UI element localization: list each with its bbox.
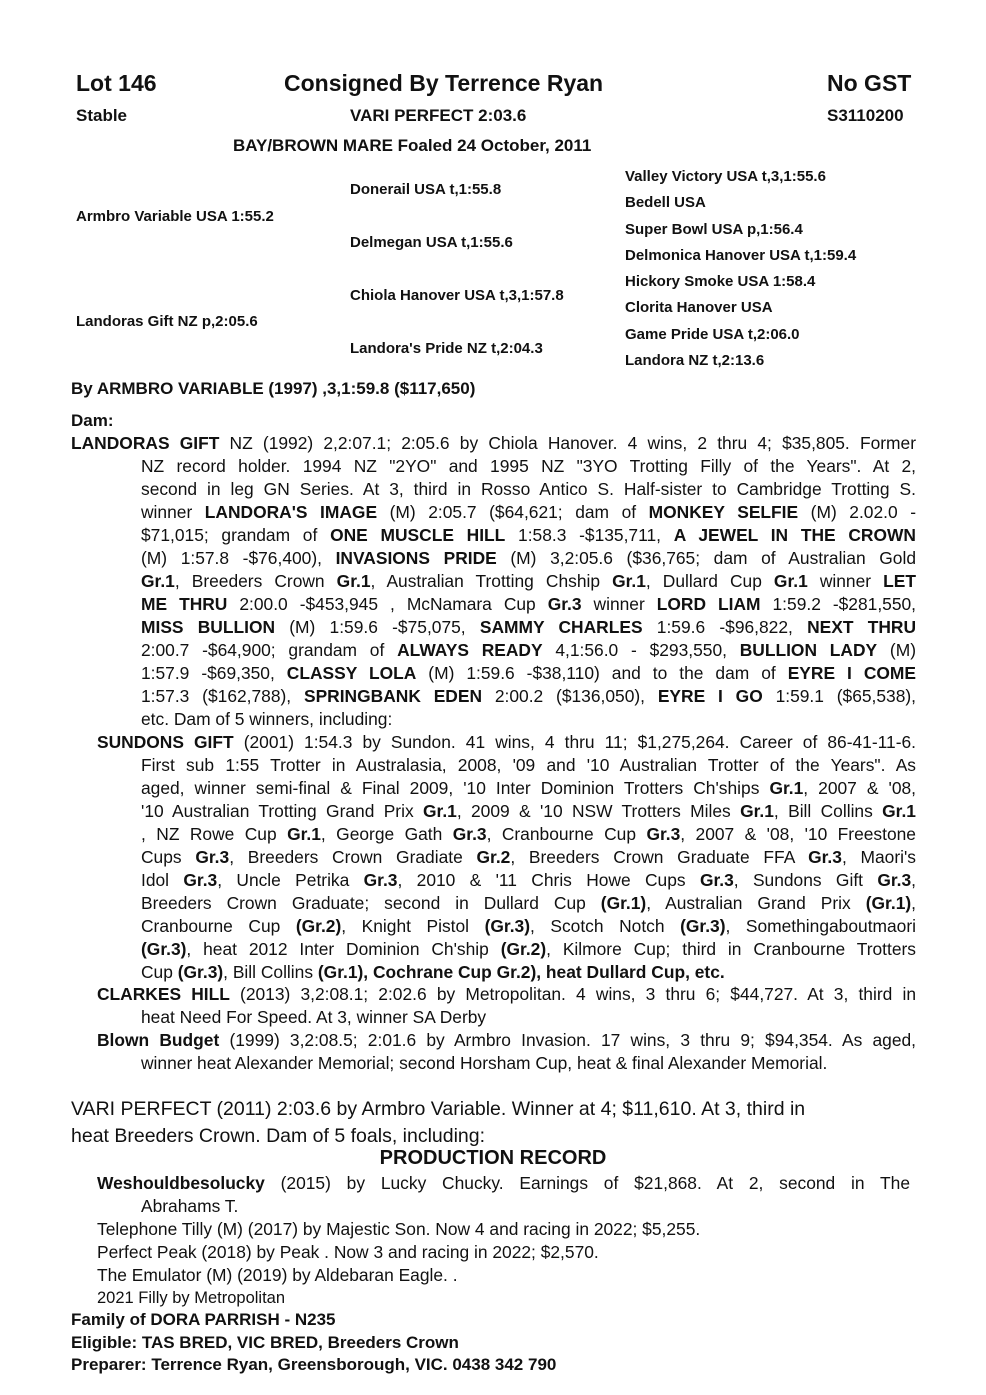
eligibility-line: Eligible: TAS BRED, VIC BRED, Breeders Crown: [71, 1333, 459, 1352]
pedigree-sire-dam: Delmegan USA t,1:55.6: [350, 234, 513, 251]
pedigree-dam: Landoras Gift NZ p,2:05.6: [76, 313, 258, 330]
pedigree-gen3-3: Super Bowl USA p,1:56.4: [625, 221, 803, 238]
lot-number: Lot 146: [76, 70, 157, 96]
production-weshouldbesolucky: Weshouldbesolucky (2015) by Lucky Chucky. Earnings of $21,868. At 2, second in The Abrahams T.: [97, 1173, 910, 1216]
stable-label: Stable: [76, 106, 128, 125]
dam-details: LANDORAS GIFT NZ (1992) 2,2:07.1; 2:05.6 by Chiola Hanover. 4 wins, 2 thru 4; $35,805. Former NZ record holder. 1994 NZ "2YO" and 1995 NZ "3YO Trotting Filly of the Years". At 2, second in leg GN Series. At 3, third in Rosso Antico S. Half-sister to Cambridge Trotting S. winner LANDORA'S IMAGE (M) 2:05.7 ($64,621; dam of MONKEY SELFIE (M) 2.02.0 - $71,015; grandam of ONE MUSCLE HILL 1:58.3 -$135,711, A JEWEL IN THE CROWN (M) 1:57.8 -$76,400), INVASIONS PRIDE (M) 3,2:05.6 ($36,765; dam of Australian Gold Gr.1, Breeders Crown Gr.1, Australian Trotting Chship Gr.1, Dullard Cup Gr.1 winner LET ME THRU 2:00.0 -$453,945 , McNamara Cup Gr.3 winner LORD LIAM 1:59.2 -$281,550, MISS BULLION (M) 1:59.6 -$75,075, SAMMY CHARLES 1:59.6 -$96,822, NEXT THRU 2:00.7 -$64,900; grandam of ALWAYS READY 4,1:56.0 - $293,550, BULLION LADY (M) 1:57.9 -$69,350, CLASSY LOLA (M) 1:59.6 -$38,110) and to the dam of EYRE I COME 1:57.3 ($162,788), SPRINGBANK EDEN 2:00.2 ($136,050), EYRE I GO 1:59.1 ($65,538), etc. Dam of 5 winners, including:: [71, 433, 917, 729]
pedigree-gen3-8: Landora NZ t,2:13.6: [625, 352, 765, 369]
pedigree-gen3-2: Bedell USA: [625, 194, 706, 211]
dam-heading: Dam:: [71, 411, 114, 430]
horse-name: VARI PERFECT 2:03.6: [350, 106, 527, 125]
horse-description: BAY/BROWN MARE Foaled 24 October, 2011: [233, 136, 592, 155]
pedigree-gen3-4: Delmonica Hanover USA t,1:59.4: [625, 247, 857, 264]
production-2021-filly: 2021 Filly by Metropolitan: [97, 1289, 286, 1307]
pedigree-sire-sire: Donerail USA t,1:55.8: [350, 181, 502, 198]
sire-line: By ARMBRO VARIABLE (1997) ,3,1:59.8 ($117,650): [71, 379, 476, 398]
pedigree-gen3-7: Game Pride USA t,2:06.0: [625, 326, 800, 343]
progeny-clarkes-hill: CLARKES HILL (2013) 3,2:08.1; 2:02.6 by Metropolitan. 4 wins, 3 thru 6; $44,727. At 3, third in heat Need For Speed. At 3, winner SA Derby: [97, 984, 916, 1027]
horse-summary: VARI PERFECT (2011) 2:03.6 by Armbro Variable. Winner at 4; $11,610. At 3, third in heat Breeders Crown. Dam of 5 foals, including:: [71, 1098, 806, 1147]
pedigree-dam-dam: Landora's Pride NZ t,2:04.3: [350, 340, 543, 357]
family-line: Family of DORA PARRISH - N235: [71, 1310, 336, 1329]
pedigree-gen3-6: Clorita Hanover USA: [625, 299, 773, 316]
pedigree-gen3-5: Hickory Smoke USA 1:58.4: [625, 273, 816, 290]
progeny-blown-budget: Blown Budget (1999) 3,2:08.5; 2:01.6 by Armbro Invasion. 17 wins, 3 thru 9; $94,354. As aged, winner heat Alexander Memorial; second Horsham Cup, heat & final Alexander Memorial.: [97, 1030, 916, 1073]
horse-code: S3110200: [827, 106, 904, 125]
production-perfect-peak: Perfect Peak (2018) by Peak . Now 3 and racing in 2022; $2,570.: [97, 1242, 599, 1262]
gst-status: No GST: [827, 70, 912, 96]
pedigree-dam-sire: Chiola Hanover USA t,3,1:57.8: [350, 287, 564, 304]
pedigree-gen3-1: Valley Victory USA t,3,1:55.6: [625, 168, 826, 185]
pedigree-sire: Armbro Variable USA 1:55.2: [76, 208, 274, 225]
preparer-line: Preparer: Terrence Ryan, Greensborough, VIC. 0438 342 790: [71, 1355, 557, 1374]
production-the-emulator: The Emulator (M) (2019) by Aldebaran Eagle. .: [97, 1265, 458, 1285]
consignor: Consigned By Terrence Ryan: [284, 70, 604, 96]
production-record-title: PRODUCTION RECORD: [379, 1147, 607, 1169]
progeny-sundons-gift: SUNDONS GIFT (2001) 1:54.3 by Sundon. 41 wins, 4 thru 11; $1,275,264. Career of 86-41-11-6. First sub 1:55 Trotter in Australasia, 2008, '09 and '10 Australian Trotter of the Years". As aged, winner semi-final & Final 2009, '10 Inter Dominion Trotters Ch'ships Gr.1, 2007 & '08, '10 Australian Trotting Grand Prix Gr.1, 2009 & '10 NSW Trotters Miles Gr.1, Bill Collins Gr.1 , NZ Rowe Cup Gr.1, George Gath Gr.3, Cranbourne Cup Gr.3, 2007 & '08, '10 Freestone Cups Gr.3, Breeders Crown Gradiate Gr.2, Breeders Crown Graduate FFA Gr.3, Maori's Idol Gr.3, Uncle Petrika Gr.3, 2010 & '11 Chris Howe Cups Gr.3, Sundons Gift Gr.3, Breeders Crown Graduate; second in Dullard Cup (Gr.1), Australian Grand Prix (Gr.1), Cranbourne Cup (Gr.2), Knight Pistol (Gr.3), Scotch Notch (Gr.3), Somethingaboutmaori (Gr.3), heat 2012 Inter Dominion Ch'ship (Gr.2), Kilmore Cup; third in Cranbourne Trotters Cup (Gr.3), Bill Collins (Gr.1), Cochrane Cup Gr.2), heat Dullard Cup, etc.: [97, 732, 917, 982]
production-telephone-tilly: Telephone Tilly (M) (2017) by Majestic Son. Now 4 and racing in 2022; $5,255.: [97, 1219, 701, 1239]
